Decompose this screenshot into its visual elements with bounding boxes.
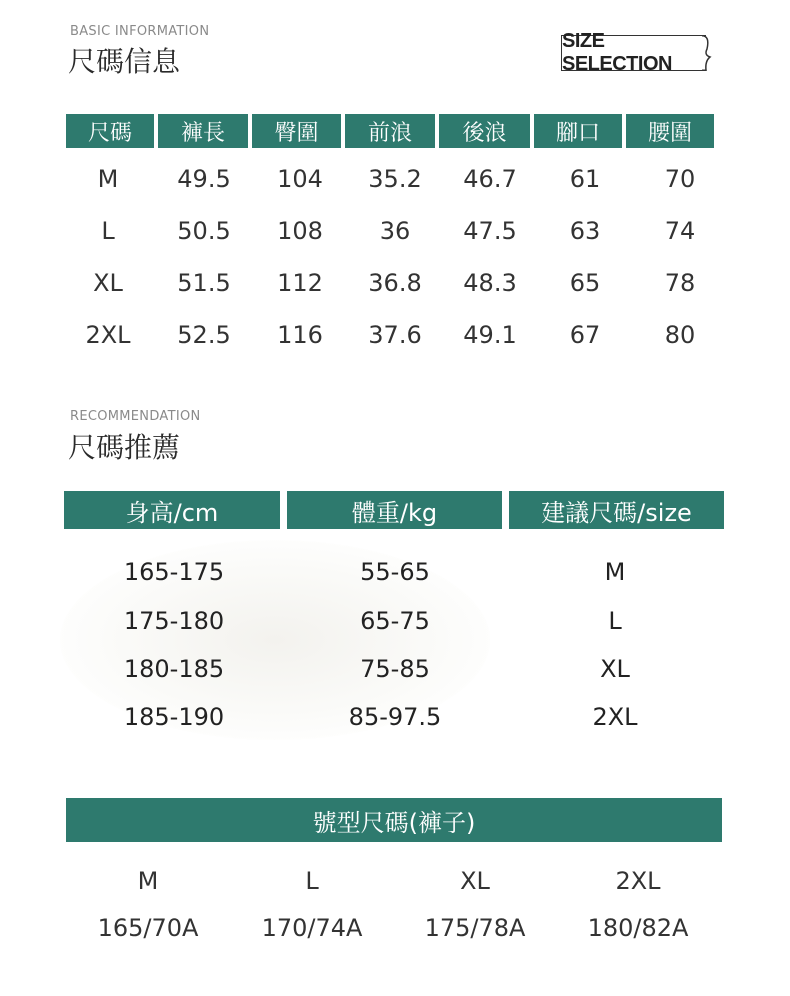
size-table-body [66,162,722,370]
cell-size: XL [93,269,123,297]
table-row [66,266,722,318]
section-subtitle-basic-info: BASIC INFORMATION [70,24,210,39]
table-row [64,603,724,639]
cell-waist: 70 [664,165,696,193]
header-front-rise: 前浪 [345,114,435,148]
header-back-rise: 後浪 [439,114,530,148]
cell-size: L [101,217,115,245]
cell-height: 180-185 [123,655,225,683]
header-leg-opening: 腳口 [534,114,622,148]
model-size-title: 號型尺碼(褲子) [66,798,722,842]
cell-leg-opening: 63 [569,217,601,245]
cell-weight: 75-85 [360,655,430,683]
cell-back-rise: 49.1 [463,321,517,349]
section-subtitle-recommendation: RECOMMENDATION [70,409,201,424]
cell-weight: 65-75 [360,607,430,635]
header-suggested-size: 建議尺碼/size [509,491,724,529]
cell-back-rise: 48.3 [463,269,517,297]
table-row [64,651,724,687]
header-waist: 腰圍 [626,114,714,148]
cell-suggested-size: 2XL [592,703,638,731]
cell-suggested-size: XL [600,655,630,683]
cell-size-code: 175/78A [424,914,526,942]
header-height: 身高/cm [64,491,280,529]
size-table-header [66,114,714,148]
header-size: 尺碼 [66,114,154,148]
header-hip: 臀圍 [252,114,341,148]
cell-front-rise: 36 [379,217,411,245]
cell-pants-length: 49.5 [177,165,231,193]
cell-suggested-size: M [604,558,626,586]
table-row [66,162,722,214]
cell-weight: 85-97.5 [348,703,442,731]
cell-waist: 74 [664,217,696,245]
cell-back-rise: 46.7 [463,165,517,193]
cell-hip: 112 [277,269,323,297]
cell-leg-opening: 67 [569,321,601,349]
cell-height: 175-180 [123,607,225,635]
cell-weight: 55-65 [360,558,430,586]
recommend-table-header [64,491,724,529]
table-row [66,318,722,370]
cell-waist: 80 [664,321,696,349]
cell-size: 2XL [85,321,131,349]
table-row [64,554,724,590]
cell-pants-length: 51.5 [177,269,231,297]
model-size-row [66,862,720,900]
cell-size-label: M [137,867,159,895]
cell-leg-opening: 65 [569,269,601,297]
cell-hip: 104 [277,165,323,193]
table-row [66,214,722,266]
badge-bracket-icon [702,35,712,71]
cell-hip: 116 [277,321,323,349]
header-weight: 體重/kg [287,491,502,529]
model-size-header [66,798,722,842]
cell-back-rise: 47.5 [463,217,517,245]
cell-hip: 108 [277,217,323,245]
table-row [64,699,724,735]
header-pants-length: 褲長 [158,114,248,148]
cell-size-code: 165/70A [97,914,199,942]
section-title-size-info: 尺碼信息 [68,45,181,78]
cell-suggested-size: L [608,607,622,635]
section-title-size-recommendation: 尺碼推薦 [68,431,181,464]
cell-height: 185-190 [123,703,225,731]
cell-leg-opening: 61 [569,165,601,193]
cell-front-rise: 35.2 [368,165,422,193]
cell-size-label: XL [460,867,490,895]
cell-pants-length: 52.5 [177,321,231,349]
cell-size-label: L [305,867,319,895]
cell-height: 165-175 [123,558,225,586]
cell-waist: 78 [664,269,696,297]
cell-size: M [97,165,119,193]
cell-size-code: 170/74A [261,914,363,942]
cell-size-label: 2XL [615,867,661,895]
cell-front-rise: 36.8 [368,269,422,297]
size-selection-badge: SIZE SELECTION [561,35,706,71]
cell-front-rise: 37.6 [368,321,422,349]
model-code-row [66,909,720,947]
cell-size-code: 180/82A [587,914,689,942]
cell-pants-length: 50.5 [177,217,231,245]
